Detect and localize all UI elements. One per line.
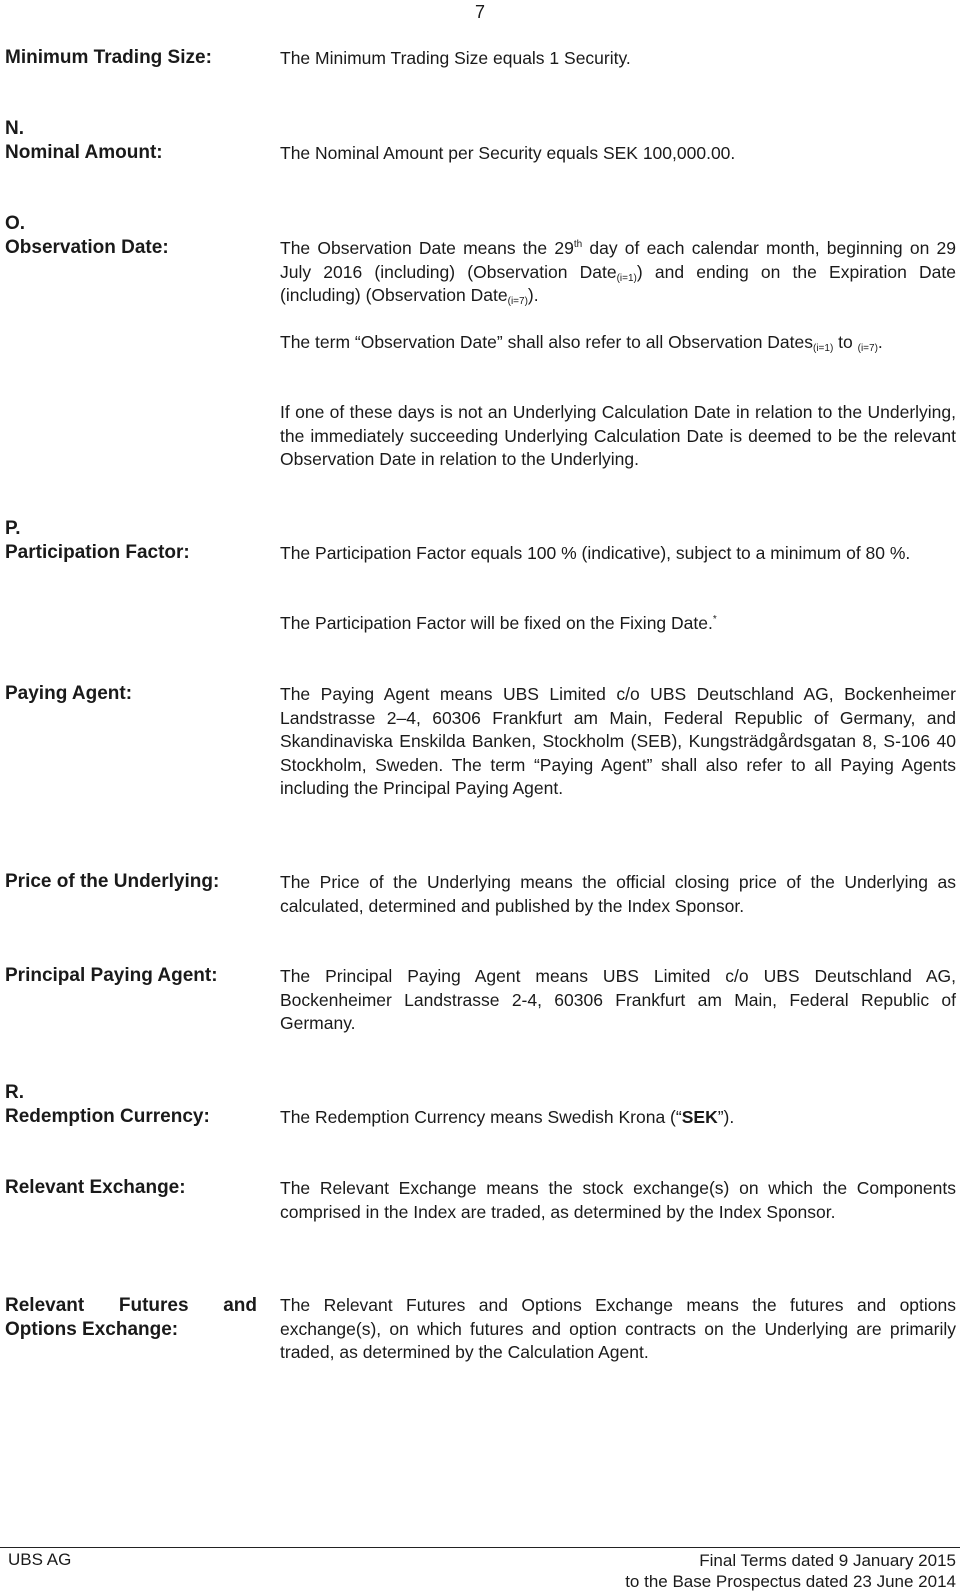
principal-paying-agent-text: The Principal Paying Agent means UBS Limited c/o UBS Deutschland AG, Bockenheimer Landstrasse 2-4, 60306 Frankfurt am Main, Federal Republic of Germany.	[280, 966, 956, 1033]
term-nominal-amount: Nominal Amount:	[5, 142, 163, 163]
section-letter-n: N.	[5, 118, 24, 139]
minimum-trading-size-text: The Minimum Trading Size equals 1 Security.	[280, 48, 631, 68]
footer-issuer: UBS AG	[8, 1550, 72, 1569]
section-letter-o: O.	[5, 213, 26, 234]
observation-date-paragraph-1: The Observation Date means the 29th day of each calendar month, beginning on 29 July 2016 (including) (Observation Date$_{(i=1)}$) and ending on the Expiration Date (including) (Observation Date$_{(i=7)}$).	[280, 238, 956, 307]
term-paying-agent: Paying Agent:	[5, 683, 133, 704]
term-relevant-futures-options-exchange: Relevant Futures and Options Exchange:	[5, 1295, 257, 1340]
section-letter-r: R.	[5, 1082, 24, 1103]
observation-date-paragraph-3: If one of these days is not an Underlying Calculation Date in relation to the Underlying, the immediately succeeding Underlying Calculation Date is deemed to be the relevant Observation Date in relation to the Underlying.	[280, 402, 956, 469]
term-price-of-underlying: Price of the Underlying:	[5, 871, 220, 892]
footer-document-reference: Final Terms dated 9 January 2015 to the Base Prospectus dated 23 June 2014	[625, 1551, 956, 1591]
term-observation-date: Observation Date:	[5, 237, 169, 258]
term-minimum-trading-size: Minimum Trading Size:	[5, 47, 212, 68]
term-relevant-exchange: Relevant Exchange:	[5, 1177, 186, 1198]
term-participation-factor: Participation Factor:	[5, 542, 190, 563]
relevant-futures-options-exchange-text: The Relevant Futures and Options Exchange means the futures and options exchange(s), on which futures and option contracts on the Underlying are primarily traded, as determined by the Calculation Agent.	[280, 1295, 956, 1362]
observation-date-paragraph-2: The term “Observation Date” shall also refer to all Observation Dates$_{(i=1)}$ to $_{(i=7)}$.	[280, 332, 883, 354]
participation-factor-paragraph-1: The Participation Factor equals 100 % (indicative), subject to a minimum of 80 %.	[280, 543, 911, 563]
page-number: 7	[474, 2, 485, 22]
section-letter-p: P.	[5, 518, 21, 539]
price-of-underlying-text: The Price of the Underlying means the official closing price of the Underlying as calculated, determined and published by the Index Sponsor.	[280, 872, 956, 916]
paying-agent-text: The Paying Agent means UBS Limited c/o UBS Deutschland AG, Bockenheimer Landstrasse 2–4, 60306 Frankfurt am Main, Federal Republic of Germany, and Skandinaviska Enskilda Banken, Stockholm (SEB), Kungsträdgårdsgatan 8, S-106 40 Stockholm, Sweden. The term “Paying Agent” shall also refer to all Paying Agents including the Principal Paying Agent.	[280, 684, 956, 798]
redemption-currency-text: The Redemption Currency means Swedish Krona (“SEK”).	[280, 1107, 735, 1127]
nominal-amount-text: The Nominal Amount per Security equals SEK 100,000.00.	[280, 143, 736, 163]
participation-factor-paragraph-2: The Participation Factor will be fixed on the Fixing Date.*	[280, 613, 717, 633]
footer-divider	[0, 1547, 960, 1548]
relevant-exchange-text: The Relevant Exchange means the stock exchange(s) on which the Components comprised in the Index are traded, as determined by the Index Sponsor.	[280, 1178, 956, 1222]
term-redemption-currency: Redemption Currency:	[5, 1106, 210, 1127]
term-principal-paying-agent: Principal Paying Agent:	[5, 965, 218, 986]
